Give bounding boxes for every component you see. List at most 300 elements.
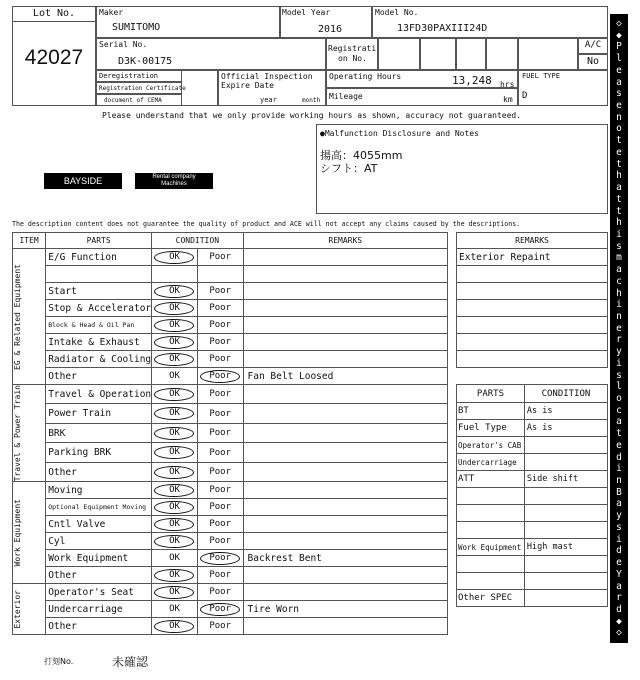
part-name: Other bbox=[46, 462, 152, 482]
year-label: year bbox=[260, 96, 277, 104]
rental-badge-line-2: Machines bbox=[161, 181, 187, 187]
condition-poor-mark: Poor bbox=[209, 621, 232, 632]
table-row bbox=[13, 499, 448, 516]
condition-poor-cell bbox=[197, 462, 243, 482]
sidebar-char: r bbox=[616, 592, 622, 604]
remark-cell bbox=[243, 618, 447, 635]
group-label: EG & Related Equipment bbox=[13, 263, 22, 370]
remark-cell bbox=[243, 283, 447, 300]
condition-poor-cell bbox=[197, 584, 243, 601]
spec-condition: High mast bbox=[524, 539, 607, 556]
remarks-cell bbox=[457, 266, 608, 283]
condition-poor-mark: Poor bbox=[209, 320, 232, 330]
condition-poor-mark: Poor bbox=[209, 286, 232, 296]
condition-poor-cell bbox=[197, 550, 243, 567]
spec-row bbox=[457, 454, 608, 471]
condition-ok-mark: OK bbox=[154, 484, 194, 497]
group-label: Exterior bbox=[13, 590, 22, 629]
sidebar-char: t bbox=[616, 158, 622, 170]
condition-ok-mark: OK bbox=[154, 336, 194, 349]
remark-cell bbox=[243, 584, 447, 601]
table-row bbox=[13, 351, 448, 368]
sidebar-char: e bbox=[616, 322, 622, 334]
part-name: Stop & Accelerator bbox=[46, 300, 152, 317]
condition-ok-cell bbox=[152, 533, 198, 550]
group-label-cell bbox=[13, 584, 46, 635]
table-row bbox=[13, 462, 448, 482]
sidebar-char: B bbox=[616, 486, 622, 498]
part-name: E/G Function bbox=[46, 249, 152, 266]
part-name: BRK bbox=[46, 423, 152, 442]
part-name: Other bbox=[46, 618, 152, 635]
mileage-label: Mileage bbox=[329, 92, 363, 101]
spec-row bbox=[457, 522, 608, 539]
sidebar-char: i bbox=[616, 357, 622, 369]
condition-ok-mark: OK bbox=[154, 569, 194, 582]
fuel-type-value: D bbox=[522, 91, 528, 101]
sidebar-char: t bbox=[616, 205, 622, 217]
maker-value: SUMITOMO bbox=[112, 22, 161, 33]
registration-cert-label: Registration Certificate bbox=[99, 85, 186, 92]
remarks-cell: Exterior Repaint bbox=[457, 249, 608, 266]
spec-condition: As is bbox=[524, 403, 607, 420]
sidebar-char: o bbox=[616, 123, 622, 135]
condition-poor-mark: Poor bbox=[209, 485, 232, 496]
condition-ok-mark: OK bbox=[154, 302, 194, 315]
reg-box-3 bbox=[456, 38, 486, 70]
condition-ok-mark: OK bbox=[154, 353, 194, 366]
condition-poor-cell bbox=[197, 601, 243, 618]
part-name: Intake & Exhaust bbox=[46, 334, 152, 351]
table-row bbox=[13, 584, 448, 601]
spec-part bbox=[457, 573, 525, 590]
sidebar-char: t bbox=[616, 428, 622, 440]
remarks-row bbox=[457, 266, 608, 283]
right-col-parts: PARTS bbox=[457, 385, 525, 403]
month-label: month bbox=[302, 97, 321, 104]
sidebar-char: n bbox=[616, 111, 622, 123]
remarks-row bbox=[457, 300, 608, 317]
table-row bbox=[13, 249, 448, 266]
spec-row bbox=[457, 590, 608, 607]
sidebar-char: P bbox=[616, 41, 622, 53]
condition-poor-cell bbox=[197, 516, 243, 533]
sidebar-char: a bbox=[616, 182, 622, 194]
condition-ok-cell bbox=[152, 462, 198, 482]
spec-part: Other SPEC bbox=[457, 590, 525, 607]
part-name: Parking BRK bbox=[46, 443, 152, 462]
condition-ok-cell bbox=[152, 283, 198, 300]
spec-part: Work Equipment bbox=[457, 539, 525, 556]
table-row bbox=[13, 618, 448, 635]
part-name: Travel & Operation bbox=[46, 385, 152, 404]
sidebar-char: n bbox=[616, 310, 622, 322]
part-name bbox=[46, 266, 152, 283]
condition-poor-mark: Poor bbox=[209, 354, 232, 364]
condition-ok-mark: OK bbox=[154, 501, 194, 514]
sidebar-char: h bbox=[616, 217, 622, 229]
sidebar-char: ◇ bbox=[616, 18, 622, 29]
deregistration-label: Deregistration bbox=[99, 72, 159, 80]
condition-poor-mark: Poor bbox=[209, 587, 232, 598]
condition-poor-cell bbox=[197, 499, 243, 516]
spec-condition bbox=[524, 522, 607, 539]
model-year-value: 2016 bbox=[318, 24, 343, 35]
remarks-row bbox=[457, 351, 608, 368]
serial-value: D3K-00175 bbox=[118, 56, 173, 67]
remarks-cell bbox=[457, 283, 608, 300]
condition-poor-cell bbox=[197, 443, 243, 462]
reg-box-1 bbox=[378, 38, 420, 70]
condition-ok-cell bbox=[152, 351, 198, 368]
model-no-value: 13FD30PAXIII24D bbox=[397, 23, 488, 34]
stamp-label: 打刻No. bbox=[44, 657, 74, 666]
spec-condition bbox=[524, 437, 607, 454]
operating-hours-label: Operating Hours bbox=[329, 72, 402, 81]
spec-part bbox=[457, 488, 525, 505]
condition-ok-mark: OK bbox=[154, 285, 194, 298]
right-remarks-header: REMARKS bbox=[457, 233, 608, 249]
spec-condition bbox=[524, 454, 607, 471]
part-name: Cntl Valve bbox=[46, 516, 152, 533]
sidebar-char: y bbox=[616, 346, 622, 358]
remark-cell bbox=[243, 317, 447, 334]
remark-cell bbox=[243, 385, 447, 404]
sidebar-char: s bbox=[616, 521, 622, 533]
sidebar-char: e bbox=[616, 100, 622, 112]
operating-hours-value: 13,248 bbox=[452, 74, 492, 87]
serial-label: Serial No. bbox=[99, 40, 148, 49]
sidebar-char: t bbox=[616, 193, 622, 205]
location-notice-sidebar bbox=[610, 14, 628, 643]
group-label-cell bbox=[13, 249, 46, 385]
table-row bbox=[13, 368, 448, 385]
reg-box-4 bbox=[486, 38, 518, 70]
lot-label: Lot No. bbox=[32, 8, 76, 19]
sidebar-char: d bbox=[616, 451, 622, 463]
condition-poor-cell bbox=[197, 351, 243, 368]
sidebar-char: s bbox=[616, 88, 622, 100]
sidebar-char: i bbox=[616, 463, 622, 475]
sidebar-char: l bbox=[616, 53, 622, 65]
remark-cell bbox=[243, 266, 447, 283]
ac-value: No bbox=[586, 56, 600, 67]
disclaimer: The description content does not guarantee the quality of product and ACE will not accept any claims caused by the descriptions. bbox=[12, 220, 521, 228]
remark-cell bbox=[243, 443, 447, 462]
rental-badge-line-1: Rental company bbox=[152, 174, 196, 180]
spec-part bbox=[457, 556, 525, 573]
table-row bbox=[13, 317, 448, 334]
condition-ok-cell bbox=[152, 567, 198, 584]
condition-poor-cell bbox=[197, 567, 243, 584]
sidebar-char: o bbox=[616, 393, 622, 404]
sidebar-char: a bbox=[616, 498, 622, 510]
sidebar-char: s bbox=[616, 240, 622, 252]
inspection-table bbox=[12, 232, 448, 635]
condition-ok-cell bbox=[152, 550, 198, 567]
table-row bbox=[13, 516, 448, 533]
table-row bbox=[13, 482, 448, 499]
sidebar-char: d bbox=[616, 545, 622, 557]
sidebar-char: c bbox=[616, 275, 622, 287]
condition-poor-cell bbox=[197, 385, 243, 404]
condition-poor-mark: Poor bbox=[200, 370, 240, 383]
condition-ok-mark: OK bbox=[169, 553, 180, 564]
spec-condition bbox=[524, 488, 607, 505]
condition-poor-cell bbox=[197, 334, 243, 351]
condition-ok-cell bbox=[152, 368, 198, 385]
bayside-badge: BAYSIDE bbox=[44, 173, 122, 189]
part-name: Block & Head & Oil Pan bbox=[46, 317, 152, 334]
condition-ok-mark: OK bbox=[154, 466, 194, 479]
condition-poor-mark: Poor bbox=[209, 408, 232, 419]
condition-poor-mark: Poor bbox=[209, 428, 232, 439]
condition-poor-cell bbox=[197, 423, 243, 442]
spec-condition bbox=[524, 590, 607, 607]
spec-part bbox=[457, 522, 525, 539]
col-item: ITEM bbox=[13, 233, 46, 249]
remarks-cell bbox=[457, 334, 608, 351]
malfunction-line-1: 揚高：4055mm bbox=[320, 149, 403, 162]
condition-poor-cell bbox=[197, 317, 243, 334]
right-remarks-table bbox=[456, 232, 608, 368]
rental-badge bbox=[135, 173, 213, 189]
col-remarks: REMARKS bbox=[243, 233, 447, 249]
condition-ok-mark: OK bbox=[154, 388, 194, 401]
sidebar-char: a bbox=[616, 76, 622, 88]
spec-part: Operator's CAB bbox=[457, 437, 525, 454]
part-name: Other bbox=[46, 368, 152, 385]
spec-row bbox=[457, 471, 608, 488]
condition-poor-mark: Poor bbox=[209, 303, 232, 313]
spec-row bbox=[457, 573, 608, 590]
part-name: Optional Equipment Moving bbox=[46, 499, 152, 516]
remark-cell bbox=[243, 567, 447, 584]
part-name: Radiator & Cooling bbox=[46, 351, 152, 368]
group-label-cell bbox=[13, 482, 46, 584]
ac-label: A/C bbox=[584, 40, 602, 50]
spec-part: BT bbox=[457, 403, 525, 420]
condition-poor-cell bbox=[197, 249, 243, 266]
sidebar-char: t bbox=[616, 135, 622, 147]
part-name: Operator's Seat bbox=[46, 584, 152, 601]
sidebar-char: i bbox=[616, 299, 622, 311]
sidebar-char: Y bbox=[616, 568, 622, 580]
sidebar-char: e bbox=[616, 146, 622, 158]
sidebar-char: e bbox=[616, 557, 622, 569]
hours-notice: Please understand that we only provide working hours as shown, accuracy not guaranteed. bbox=[102, 111, 522, 120]
remark-cell bbox=[243, 516, 447, 533]
sidebar-char: m bbox=[616, 252, 622, 264]
condition-poor-mark: Poor bbox=[209, 337, 232, 347]
spec-part: Undercarriage bbox=[457, 454, 525, 471]
reg-box-5 bbox=[518, 38, 578, 70]
spec-row bbox=[457, 556, 608, 573]
sidebar-char: ◆ bbox=[616, 615, 622, 627]
spec-row bbox=[457, 403, 608, 420]
group-label-cell bbox=[13, 385, 46, 482]
condition-ok-mark: OK bbox=[154, 407, 194, 420]
remark-cell bbox=[243, 423, 447, 442]
condition-ok-cell bbox=[152, 334, 198, 351]
sidebar-char: s bbox=[616, 369, 622, 381]
remarks-row bbox=[457, 317, 608, 334]
reg-box-2 bbox=[420, 38, 456, 70]
part-name: Work Equipment bbox=[46, 550, 152, 567]
stamp-value: 未確認 bbox=[112, 655, 149, 669]
table-row bbox=[13, 533, 448, 550]
remark-cell bbox=[243, 334, 447, 351]
sidebar-char: d bbox=[616, 603, 622, 615]
part-name: Other bbox=[46, 567, 152, 584]
hrs-label: hrs bbox=[500, 80, 515, 89]
spec-row bbox=[457, 420, 608, 437]
right-col-condition: CONDITION bbox=[524, 385, 607, 403]
condition-ok-cell bbox=[152, 385, 198, 404]
table-row bbox=[13, 404, 448, 423]
condition-ok-mark: OK bbox=[169, 371, 180, 381]
right-parts-table bbox=[456, 384, 608, 607]
malfunction-title: ●Malfunction Disclosure and Notes bbox=[320, 129, 479, 138]
spec-row bbox=[457, 488, 608, 505]
condition-ok-cell bbox=[152, 516, 198, 533]
sidebar-char: i bbox=[616, 533, 622, 545]
remarks-cell bbox=[457, 317, 608, 334]
sidebar-char: a bbox=[616, 416, 622, 428]
condition-ok-cell bbox=[152, 482, 198, 499]
condition-ok-mark: OK bbox=[169, 604, 180, 615]
sidebar-char: e bbox=[616, 439, 622, 451]
spec-part: ATT bbox=[457, 471, 525, 488]
part-name: Undercarriage bbox=[46, 601, 152, 618]
spec-row bbox=[457, 505, 608, 522]
condition-poor-mark: Poor bbox=[209, 570, 232, 581]
remark-cell bbox=[243, 300, 447, 317]
condition-poor-mark: Poor bbox=[209, 389, 232, 400]
inspection-label-2: Expire Date bbox=[221, 81, 274, 90]
sidebar-char: c bbox=[616, 404, 622, 416]
part-name: Start bbox=[46, 283, 152, 300]
maker-label: Maker bbox=[99, 8, 124, 17]
spec-part: Fuel Type bbox=[457, 420, 525, 437]
condition-ok-mark: OK bbox=[154, 251, 194, 264]
condition-poor-mark: Poor bbox=[200, 603, 240, 616]
km-label: km bbox=[503, 95, 513, 104]
condition-ok-mark: OK bbox=[154, 586, 194, 599]
sidebar-char: n bbox=[616, 475, 622, 487]
condition-ok-cell bbox=[152, 404, 198, 423]
condition-ok-mark: OK bbox=[154, 427, 194, 440]
spec-condition: As is bbox=[524, 420, 607, 437]
registration-label-1: Registrati bbox=[328, 44, 377, 53]
sidebar-char: a bbox=[616, 264, 622, 276]
remark-cell: Tire Worn bbox=[243, 601, 447, 618]
condition-poor-mark: Poor bbox=[209, 519, 232, 530]
condition-ok-mark: OK bbox=[154, 535, 194, 548]
group-label: Travel & Power Train bbox=[13, 385, 22, 482]
remarks-row bbox=[457, 283, 608, 300]
sidebar-char: h bbox=[616, 287, 622, 299]
model-year-label: Model Year bbox=[282, 8, 331, 17]
condition-poor-mark: Poor bbox=[209, 447, 232, 458]
condition-ok-cell bbox=[152, 443, 198, 462]
spec-condition bbox=[524, 505, 607, 522]
model-no-label: Model No. bbox=[375, 8, 419, 17]
table-row bbox=[13, 300, 448, 317]
fuel-type-label: FUEL TYPE bbox=[522, 72, 560, 80]
condition-ok-mark: OK bbox=[154, 518, 194, 531]
condition-ok-mark: OK bbox=[154, 446, 194, 459]
sidebar-char: e bbox=[616, 64, 622, 76]
remark-cell bbox=[243, 533, 447, 550]
condition-poor-cell bbox=[197, 482, 243, 499]
spec-row bbox=[457, 539, 608, 556]
remark-cell: Backrest Bent bbox=[243, 550, 447, 567]
spec-row bbox=[457, 437, 608, 454]
table-row bbox=[13, 266, 448, 283]
remark-cell: Fan Belt Loosed bbox=[243, 368, 447, 385]
col-condition: CONDITION bbox=[152, 233, 243, 249]
part-name: Moving bbox=[46, 482, 152, 499]
condition-poor-cell bbox=[197, 266, 243, 283]
sidebar-char: ◆ bbox=[616, 29, 622, 41]
malfunction-line-2: シフト：AT bbox=[320, 162, 378, 175]
condition-ok-cell bbox=[152, 300, 198, 317]
condition-ok-cell bbox=[152, 423, 198, 442]
condition-poor-mark: Poor bbox=[200, 552, 240, 565]
spec-condition: Side shift bbox=[524, 471, 607, 488]
part-name: Power Train bbox=[46, 404, 152, 423]
remark-cell bbox=[243, 482, 447, 499]
sidebar-char: ◇ bbox=[616, 627, 622, 639]
condition-ok-cell bbox=[152, 584, 198, 601]
table-row bbox=[13, 334, 448, 351]
remark-cell bbox=[243, 499, 447, 516]
table-row bbox=[13, 385, 448, 404]
sidebar-char: l bbox=[616, 381, 622, 393]
spec-condition bbox=[524, 573, 607, 590]
cema-label: document of CEMA bbox=[104, 97, 162, 104]
spec-condition bbox=[524, 556, 607, 573]
condition-poor-cell bbox=[197, 618, 243, 635]
table-row bbox=[13, 601, 448, 618]
condition-poor-cell bbox=[197, 533, 243, 550]
spec-part bbox=[457, 505, 525, 522]
remarks-cell bbox=[457, 351, 608, 368]
remark-cell bbox=[243, 351, 447, 368]
condition-ok-cell bbox=[152, 618, 198, 635]
sidebar-char: h bbox=[616, 170, 622, 182]
lot-number: 42027 bbox=[24, 46, 84, 69]
sidebar-char: r bbox=[616, 334, 622, 346]
sidebar-char: i bbox=[616, 228, 622, 240]
remarks-row bbox=[457, 249, 608, 266]
condition-ok-cell bbox=[152, 601, 198, 618]
part-name: Cyl bbox=[46, 533, 152, 550]
inspection-label-1: Official Inspection bbox=[221, 72, 313, 81]
condition-poor-cell bbox=[197, 404, 243, 423]
condition-poor-mark: Poor bbox=[209, 467, 232, 478]
table-row bbox=[13, 567, 448, 584]
remarks-row bbox=[457, 334, 608, 351]
sidebar-char: a bbox=[616, 580, 622, 592]
condition-ok-cell bbox=[152, 499, 198, 516]
condition-ok-mark: OK bbox=[154, 620, 194, 633]
condition-poor-cell bbox=[197, 283, 243, 300]
condition-ok-cell bbox=[152, 317, 198, 334]
table-row bbox=[13, 423, 448, 442]
col-parts: PARTS bbox=[46, 233, 152, 249]
